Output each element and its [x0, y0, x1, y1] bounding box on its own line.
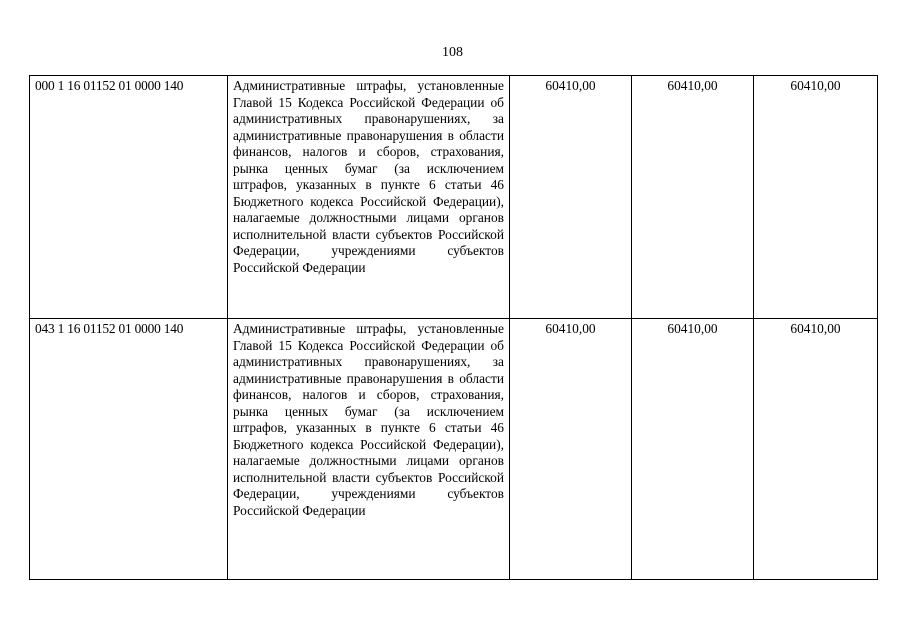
budget-classification-code: 043 1 16 01152 01 0000 140 — [30, 319, 228, 580]
page-number: 108 — [442, 45, 463, 60]
amount-cell: 60410,00 — [510, 76, 632, 319]
budget-table — [29, 75, 878, 580]
amount-cell: 60410,00 — [632, 319, 754, 580]
amount-cell: 60410,00 — [754, 76, 878, 319]
amount-cell: 60410,00 — [510, 319, 632, 580]
revenue-description: Административные штрафы, установленные Главой 15 Кодекса Российской Федерации об административных правонарушениях, за административные правонарушения в области финансов, налогов и сборов, страхования, рынка ценных бумаг (за исключением штрафов, указанных в пункте 6 статьи 46 Бюджетного кодекса Российской Федерации), налагаемые должностными лицами органов исполнительной власти субъектов Российской Федерации, учреждениями субъектов Российской Федерации — [228, 76, 510, 319]
table-row — [30, 76, 878, 319]
revenue-description: Административные штрафы, установленные Главой 15 Кодекса Российской Федерации об административных правонарушениях, за административные правонарушения в области финансов, налогов и сборов, страхования, рынка ценных бумаг (за исключением штрафов, указанных в пункте 6 статьи 46 Бюджетного кодекса Российской Федерации), налагаемые должностными лицами органов исполнительной власти субъектов Российской Федерации, учреждениями субъектов Российской Федерации — [228, 319, 510, 580]
amount-cell: 60410,00 — [632, 76, 754, 319]
budget-classification-code: 000 1 16 01152 01 0000 140 — [30, 76, 228, 319]
amount-cell: 60410,00 — [754, 319, 878, 580]
table-row — [30, 319, 878, 580]
